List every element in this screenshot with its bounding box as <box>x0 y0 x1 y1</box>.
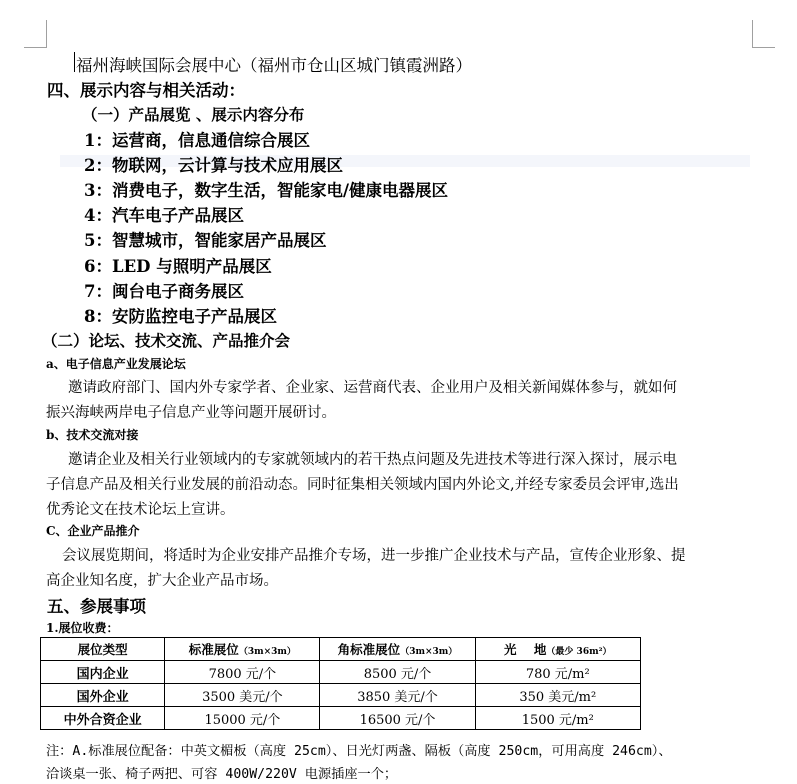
table-cell: 1500 元/m² <box>475 707 640 730</box>
table-cell: 350 美元/m² <box>475 684 640 707</box>
venue-line[interactable]: 福州海峡国际会展中心（福州市仓山区城门镇霞洲路） <box>76 56 472 75</box>
table-cell: 16500 元/个 <box>320 707 475 730</box>
list-item[interactable]: 4：汽车电子产品展区 <box>84 206 244 225</box>
section4-subtitle[interactable]: （一）产品展览 、展示内容分布 <box>82 105 305 124</box>
section4-sub2[interactable]: （二）论坛、技术交流、产品推介会 <box>42 331 291 350</box>
note-line-1[interactable]: 注：A.标准展位配备：中英文楣板（高度 25cm）、日光灯两盏、隔板（高度 250cm，可用高度 246cm）、 <box>46 744 672 759</box>
header-cell: 展位类型 <box>41 638 165 661</box>
list-item[interactable]: 8：安防监控电子产品展区 <box>84 307 277 326</box>
fee-table <box>40 637 641 730</box>
section4-title[interactable]: 四、展示内容与相关活动： <box>47 81 245 100</box>
list-item[interactable]: 3：消费电子，数字生活，智能家电/健康电器展区 <box>84 181 449 200</box>
header-cell: 光 地（最少 36m²） <box>475 638 640 661</box>
text-cursor <box>74 52 75 72</box>
header-cell: 角标准展位（3m×3m） <box>320 638 475 661</box>
list-item[interactable]: 1：运营商，信息通信综合展区 <box>84 131 310 150</box>
table-cell: 7800 元/个 <box>165 661 320 684</box>
forum-b-para-3[interactable]: 优秀论文在技术论坛上宣讲。 <box>46 502 235 518</box>
section5-title[interactable]: 五、参展事项 <box>47 597 146 616</box>
table-cell: 780 元/m² <box>475 661 640 684</box>
forum-c-para-2[interactable]: 高企业知名度，扩大企业产品市场。 <box>46 573 278 589</box>
forum-a-para-1[interactable]: 邀请政府部门、国内外专家学者、企业家、运营商代表、企业用户及相关新闻媒体参与，就如何 <box>68 380 677 396</box>
table-cell: 中外合资企业 <box>41 707 165 730</box>
table-cell: 3850 美元/个 <box>320 684 475 707</box>
table-cell: 15000 元/个 <box>165 707 320 730</box>
forum-c-para-1[interactable]: 会议展览期间，将适时为企业安排产品推介专场，进一步推广企业技术与产品，宣传企业形象、提 <box>62 548 686 564</box>
crop-mark-top-left <box>24 20 47 48</box>
header-cell: 标准展位（3m×3m） <box>165 638 320 661</box>
table-cell: 国内企业 <box>41 661 165 684</box>
forum-b-para-1[interactable]: 邀请企业及相关行业领域内的专家就领域内的若干热点问题及先进技术等进行深入探讨，展示电 <box>68 452 677 468</box>
forum-a-title[interactable]: a、电子信息产业发展论坛 <box>46 357 186 371</box>
table-cell: 3500 美元/个 <box>165 684 320 707</box>
table-row <box>41 684 641 707</box>
forum-b-title[interactable]: b、技术交流对接 <box>46 428 139 442</box>
list-item[interactable]: 5：智慧城市，智能家居产品展区 <box>84 231 327 250</box>
table-header-row <box>41 638 641 661</box>
list-item[interactable]: 7：闽台电子商务展区 <box>84 282 244 301</box>
list-item[interactable]: 6：LED 与照明产品展区 <box>84 257 272 276</box>
crop-mark-top-right <box>752 20 775 48</box>
table-cell: 8500 元/个 <box>320 661 475 684</box>
forum-c-title[interactable]: C、企业产品推介 <box>46 524 140 538</box>
table-row <box>41 661 641 684</box>
table-row <box>41 707 641 730</box>
forum-b-para-2[interactable]: 子信息产品及相关行业发展的前沿动态。同时征集相关领域内国内外论文,并经专家委员会评审,选出 <box>46 477 679 493</box>
fee-title[interactable]: 1.展位收费： <box>46 621 119 635</box>
list-item[interactable]: 2：物联网，云计算与技术应用展区 <box>84 156 343 175</box>
table-cell: 国外企业 <box>41 684 165 707</box>
note-line-2[interactable]: 洽谈桌一张、椅子两把、可容 400W/220V 电源插座一个； <box>46 767 398 782</box>
forum-a-para-2[interactable]: 振兴海峡两岸电子信息产业等问题开展研讨。 <box>46 405 336 421</box>
